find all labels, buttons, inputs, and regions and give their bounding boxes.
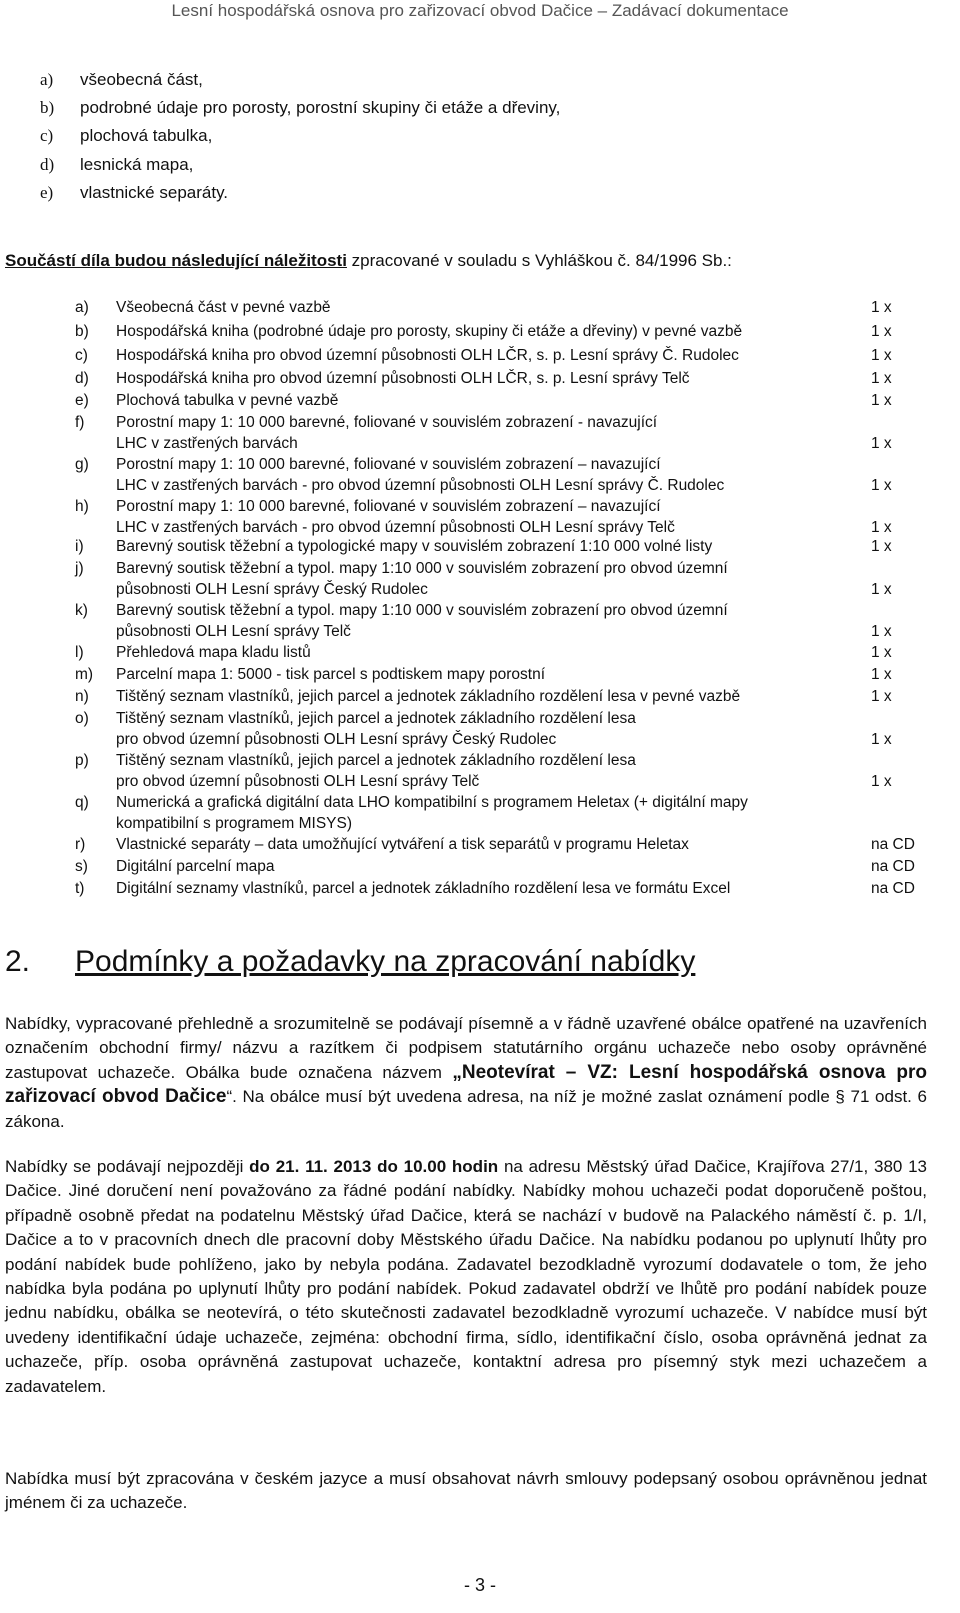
item-text: Hospodářská kniha (podrobné údaje pro porosty, skupiny či etáže a dřeviny) v pevné vazbě <box>116 323 743 340</box>
list-text: plochová tabulka, <box>80 126 213 145</box>
item-text: Přehledová mapa kladu listů <box>116 644 311 661</box>
item-text: kompatibilní s programem MISYS) <box>116 815 353 832</box>
list-text: lesnická mapa, <box>80 155 194 174</box>
item-letter: g) <box>75 456 89 473</box>
item-letter: q) <box>75 794 89 811</box>
intro-line <box>5 251 732 271</box>
list-letter: c) <box>40 126 54 145</box>
item-quantity: 1 x <box>871 644 892 661</box>
item-text: LHC v zastřených barvách <box>116 435 298 452</box>
item-text: Hospodářská kniha pro obvod územní působnosti OLH LČR, s. p. Lesní správy Telč <box>116 370 690 387</box>
item-quantity: na CD <box>871 836 915 853</box>
list-letter: b) <box>40 98 55 117</box>
page-header: Lesní hospodářská osnova pro zařizovací obvod Dačice – Zadávací dokumentace <box>171 1 789 20</box>
item-text: Barevný soutisk těžební a typol. mapy 1:10 000 v souvislém zobrazení pro obvod územní <box>116 602 728 619</box>
item-letter: m) <box>75 666 94 683</box>
paragraph-text: “. Na obálce musí být uvedena adresa, na níž je možné zaslat oznámení podle § 71 odst. 6 zákona. <box>5 1087 927 1131</box>
item-text: Porostní mapy 1: 10 000 barevné, foliované v souvislém zobrazení – navazující <box>116 498 661 515</box>
item-text: LHC v zastřených barvách - pro obvod územní působnosti OLH Lesní správy Telč <box>116 519 675 536</box>
item-text: pro obvod územní působnosti OLH Lesní správy Český Rudolec <box>116 731 557 748</box>
item-quantity: 1 x <box>871 538 892 555</box>
intro-rest: zpracované v souladu s Vyhláškou č. 84/1996 Sb.: <box>346 251 732 270</box>
item-letter: i) <box>75 538 84 555</box>
section-title: Podmínky a požadavky na zpracování nabídky <box>75 945 696 978</box>
item-quantity: 1 x <box>871 519 892 536</box>
item-text: Digitální parcelní mapa <box>116 858 275 875</box>
item-text: Barevný soutisk těžební a typol. mapy 1:10 000 v souvislém zobrazení pro obvod územní <box>116 560 728 577</box>
paragraph-text: na adresu Městský úřad Dačice, Krajířova 27/1, 380 13 Dačice. Jiné doručení není považováno za řádné podání nabídky. Nabídky mohou uchazeči podat doporučeně poštou, případně osobně předat na podatelnu Městský úřad Dačice, která se nachází v budově na Palackého náměstí č. p. 1/I, Dačice a to v pracovních dnech dle pracovní doby Městského úřadu Dačice. Na nabídku podanou po uplynutí lhůty pro podání nabídek bude pohlíženo, jako by nebyla podána. Zadavatel bezodkladně vyrozumí dodavatele o tom, že jeho nabídka byla podána po uplynutí lhůty pro podání nabídek. Pokud zadavatel obdrží ve lhůtě pro podání nabídek pouze jednu nabídku, obálka se neotevírá, o této skutečnosti zadavatel bezodkladně vyrozumí uchazeče. V nabídce musí být uvedeny identifikační údaje uchazeče, zejména: obchodní firma, sídlo, identifikační číslo, osoba oprávněná jednat za uchazeče, příp. osoba oprávněná zastupovat uchazeče, kontaktní adresa pro písemný styk mezi uchazečem a zadavatelem. <box>5 1157 928 1396</box>
item-text: působnosti OLH Lesní správy Český Rudolec <box>116 581 428 598</box>
item-quantity: 1 x <box>871 581 892 598</box>
item-quantity: 1 x <box>871 299 892 316</box>
list-text: všeobecná část, <box>80 70 203 89</box>
item-text: Numerická a grafická digitální data LHO kompatibilní s programem Heletax (+ digitální mapy <box>116 794 748 811</box>
item-text: Porostní mapy 1: 10 000 barevné, foliované v souvislém zobrazení – navazující <box>116 456 661 473</box>
item-letter: p) <box>75 752 89 769</box>
item-text: pro obvod územní působnosti OLH Lesní správy Telč <box>116 773 480 790</box>
item-letter: c) <box>75 347 88 364</box>
item-text: Barevný soutisk těžební a typologické mapy v souvislém zobrazení 1:10 000 volné listy <box>116 538 713 555</box>
item-text: Parcelní mapa 1: 5000 - tisk parcel s podtiskem mapy porostní <box>116 666 546 683</box>
item-letter: j) <box>75 560 84 577</box>
item-quantity: 1 x <box>871 347 892 364</box>
paragraph-text: Nabídky se podávají nejpozději <box>5 1157 250 1176</box>
item-letter: d) <box>75 370 89 387</box>
item-letter: a) <box>75 299 89 316</box>
deadline: do 21. 11. 2013 do 10.00 hodin <box>249 1157 499 1176</box>
item-quantity: 1 x <box>871 666 892 683</box>
item-letter: t) <box>75 880 85 897</box>
item-letter: s) <box>75 858 88 875</box>
item-quantity: na CD <box>871 880 915 897</box>
item-text: Digitální seznamy vlastníků, parcel a jednotek základního rozdělení lesa ve formátu Excel <box>116 880 731 897</box>
item-quantity: 1 x <box>871 392 892 409</box>
item-letter: o) <box>75 710 89 727</box>
item-letter: l) <box>75 644 84 661</box>
list-letter: a) <box>40 70 54 89</box>
item-text: Tištěný seznam vlastníků, jejich parcel a jednotek základního rozdělení lesa v pevné vazbě <box>116 688 741 705</box>
paragraph-envelope <box>5 1012 927 1134</box>
item-letter: r) <box>75 836 86 853</box>
item-text: LHC v zastřených barvách - pro obvod územní působnosti OLH Lesní správy Č. Rudolec <box>116 477 725 494</box>
item-letter: f) <box>75 414 85 431</box>
intro-bold: Součástí díla budou následující náležitosti <box>5 251 347 270</box>
item-quantity: 1 x <box>871 773 892 790</box>
paragraph-language: Nabídka musí být zpracována v českém jazyce a musí obsahovat návrh smlouvy podepsaný osobou oprávněnou jednat jménem či za uchazeče. <box>5 1469 927 1513</box>
list-text: vlastnické separáty. <box>80 183 229 202</box>
item-quantity: 1 x <box>871 435 892 452</box>
item-text: působnosti OLH Lesní správy Telč <box>116 623 351 640</box>
item-text: Všeobecná část v pevné vazbě <box>116 299 331 316</box>
item-quantity: na CD <box>871 858 915 875</box>
item-quantity: 1 x <box>871 623 892 640</box>
item-text: Plochová tabulka v pevné vazbě <box>116 392 339 409</box>
item-letter: e) <box>75 392 89 409</box>
item-letter: h) <box>75 498 89 515</box>
item-text: Hospodářská kniha pro obvod územní působnosti OLH LČR, s. p. Lesní správy Č. Rudolec <box>116 347 739 364</box>
paragraph-text: Nabídky, vypracované přehledně a srozumitelně se podávají písemně a v řádně uzavřené obálce opatřené na uzavřeních označením obchodní firmy/ názvu a razítkem či podpisem statutárního orgánu uchazeče nebo osoby oprávněné zastupovat uchazeče. Obálka bude označena názvem <box>5 1014 927 1082</box>
item-quantity: 1 x <box>871 323 892 340</box>
paragraph-submission <box>5 1155 927 1399</box>
item-letter: n) <box>75 688 89 705</box>
item-quantity: 1 x <box>871 688 892 705</box>
envelope-label: „Neotevírat – VZ: Lesní hospodářská osnova pro zařizovací obvod Dačice <box>5 1061 927 1108</box>
item-text: Tištěný seznam vlastníků, jejich parcel a jednotek základního rozdělení lesa <box>116 752 636 769</box>
item-quantity: 1 x <box>871 370 892 387</box>
item-text: Tištěný seznam vlastníků, jejich parcel a jednotek základního rozdělení lesa <box>116 710 636 727</box>
item-quantity: 1 x <box>871 477 892 494</box>
item-text: Porostní mapy 1: 10 000 barevné, foliované v souvislém zobrazení - navazující <box>116 414 658 431</box>
item-letter: k) <box>75 602 88 619</box>
list-text: podrobné údaje pro porosty, porostní skupiny či etáže a dřeviny, <box>80 98 561 117</box>
section-number: 2. <box>5 945 31 978</box>
page-number: - 3 - <box>463 1575 496 1595</box>
list-letter: e) <box>40 183 54 202</box>
list-letter: d) <box>40 155 55 174</box>
item-text: Vlastnické separáty – data umožňující vytváření a tisk separátů v programu Heletax <box>116 836 689 853</box>
item-quantity: 1 x <box>871 731 892 748</box>
item-letter: b) <box>75 323 89 340</box>
